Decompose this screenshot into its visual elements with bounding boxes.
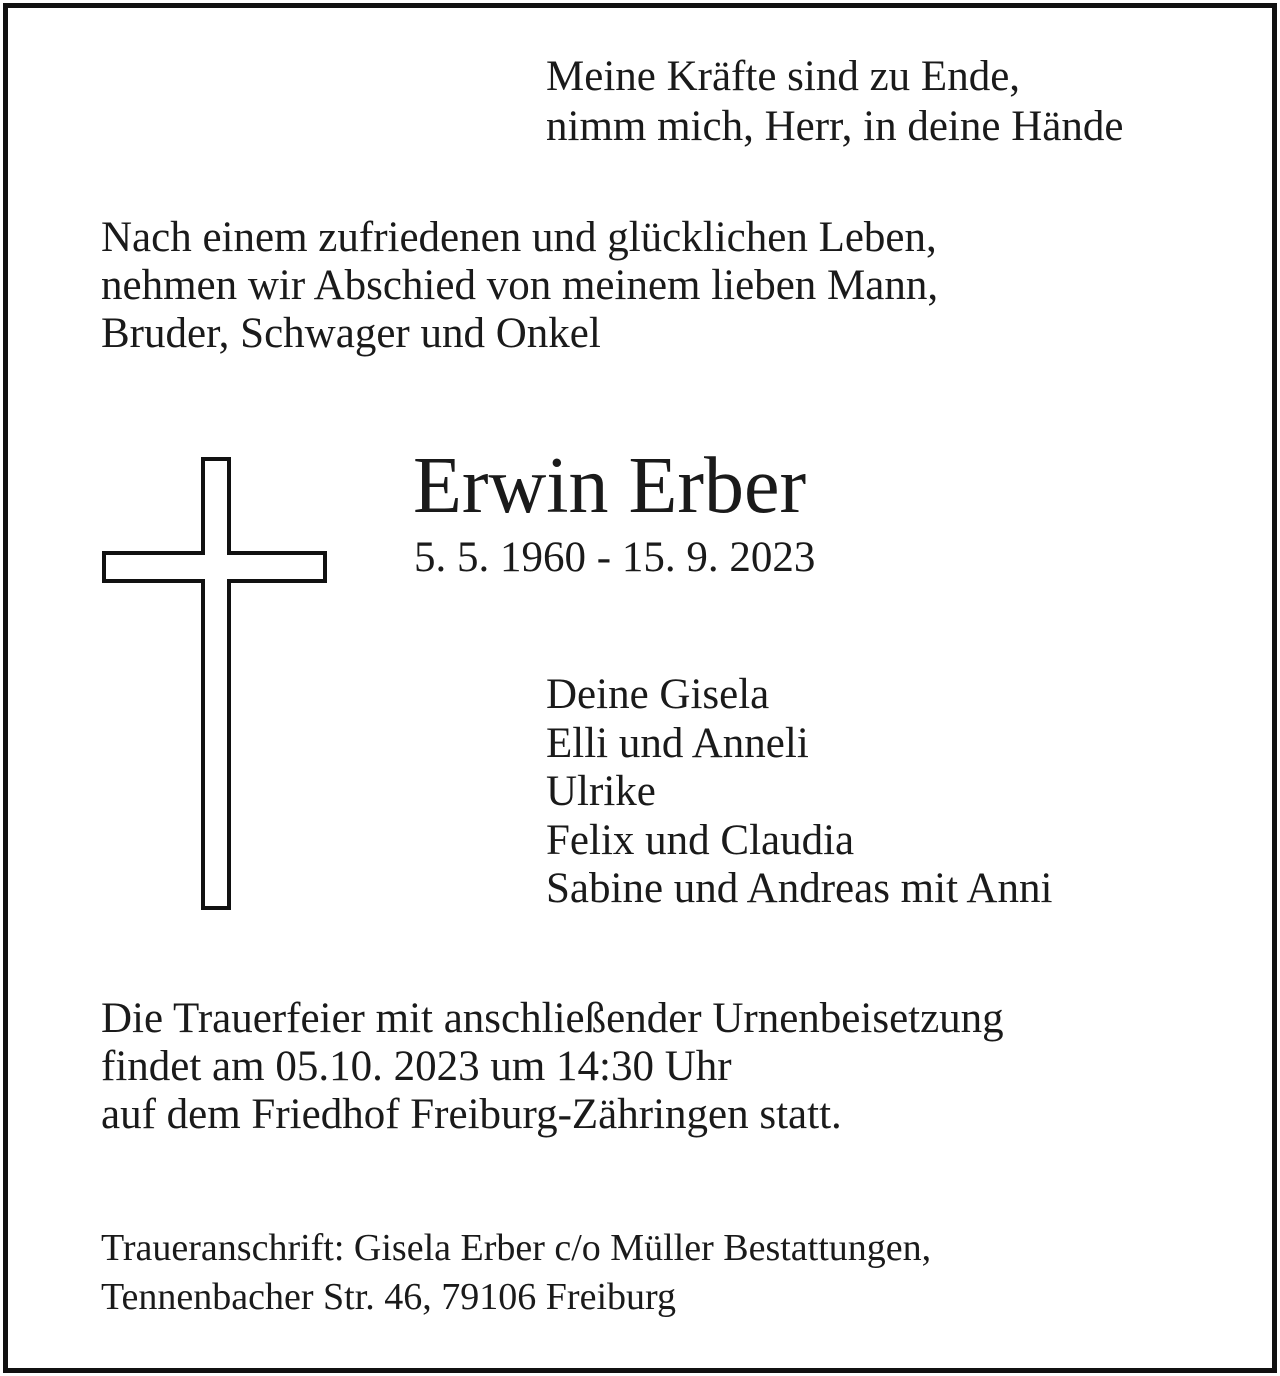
intro-line: nehmen wir Abschied von meinem lieben Mann, xyxy=(101,262,939,309)
intro-line: Nach einem zufriedenen und glücklichen Leben, xyxy=(101,214,937,261)
cross-icon xyxy=(102,457,327,910)
life-dates: 5. 5. 1960 - 15. 9. 2023 xyxy=(414,534,816,581)
intro-text xyxy=(101,214,938,358)
ceremony-line: auf dem Friedhof Freiburg-Zähringen statt. xyxy=(101,1091,842,1138)
intro-line: Bruder, Schwager und Onkel xyxy=(101,310,601,357)
address-line: Tennenbacher Str. 46, 79106 Freiburg xyxy=(101,1276,676,1318)
mourner-line: Deine Gisela xyxy=(546,671,770,718)
mourner-line: Sabine und Andreas mit Anni xyxy=(546,865,1053,912)
address-line: Traueranschrift: Gisela Erber c/o Müller Bestattungen, xyxy=(101,1227,932,1269)
ceremony-line: Die Trauerfeier mit anschließender Urnenbeisetzung xyxy=(101,995,1004,1042)
motto-line: nimm mich, Herr, in deine Hände xyxy=(546,103,1124,150)
mourner-line: Elli und Anneli xyxy=(546,719,809,767)
deceased-name: Erwin Erber xyxy=(413,442,807,530)
mourners-list xyxy=(546,671,1052,914)
mourner-line: Ulrike xyxy=(546,768,656,815)
mourner-line: Felix und Claudia xyxy=(546,816,855,864)
ceremony-info xyxy=(101,995,1004,1139)
motto-line: Meine Kräfte sind zu Ende, xyxy=(546,53,1021,100)
motto-verse xyxy=(546,52,1123,152)
ceremony-line: findet am 05.10. 2023 um 14:30 Uhr xyxy=(101,1043,732,1090)
condolence-address xyxy=(101,1224,931,1322)
